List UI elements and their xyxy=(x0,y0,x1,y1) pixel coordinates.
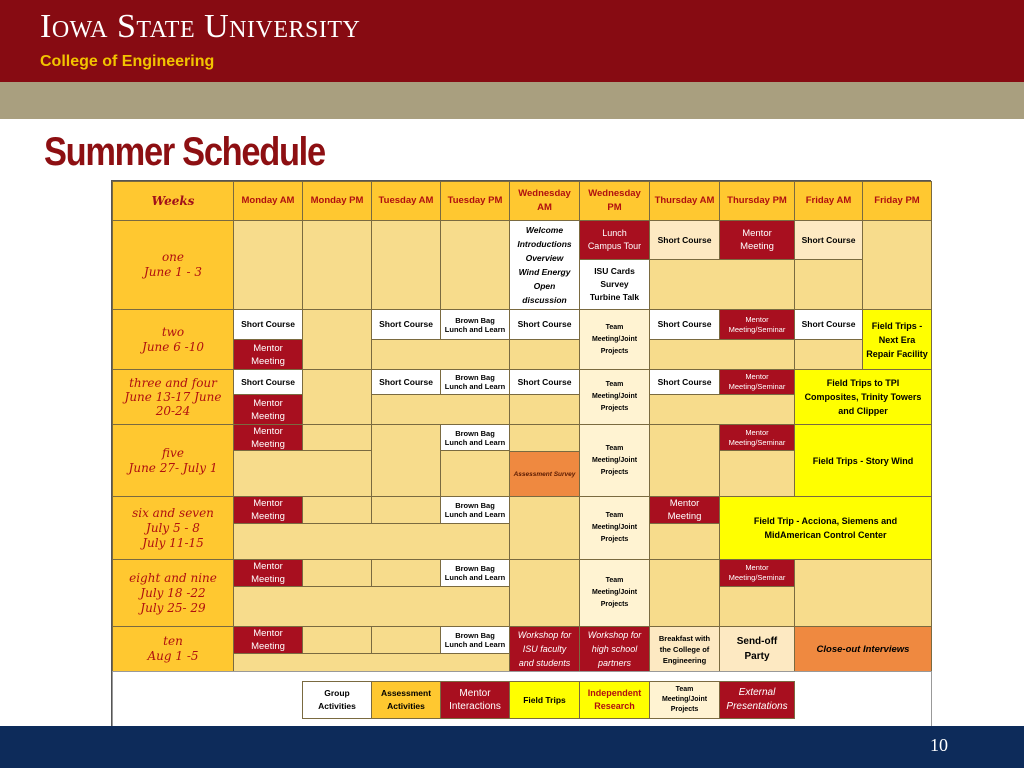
brown-bag-cell: Brown Bag Lunch and Learn xyxy=(440,496,510,524)
mentor-seminar-cell: Mentor Meeting/Seminar xyxy=(719,369,795,395)
footer-bar xyxy=(0,726,1024,768)
week-eight-nine-label: eight and nine July 18 -22 July 25- 29 xyxy=(112,559,234,627)
workshop-faculty-cell: Workshop for ISU faculty and students xyxy=(509,626,580,672)
cell-empty xyxy=(509,424,580,452)
week-six-seven-label: six and seven July 5 - 8 July 11-15 xyxy=(112,496,234,560)
legend-external-presentations: External Presentations xyxy=(719,681,795,719)
short-course-cell: Short Course xyxy=(233,369,303,395)
cell-empty xyxy=(509,559,580,627)
header-friday-am: Friday AM xyxy=(794,181,863,221)
header-wednesday-pm: Wednesday PM xyxy=(579,181,650,221)
tan-band xyxy=(0,82,1024,119)
cell-empty xyxy=(440,450,510,497)
mentor-meeting-cell: Mentor Meeting xyxy=(233,559,303,587)
cell-empty xyxy=(302,559,372,587)
header-thursday-pm: Thursday PM xyxy=(719,181,795,221)
cell-empty xyxy=(862,220,932,310)
cell-empty xyxy=(302,496,372,524)
week-two-label: two June 6 -10 xyxy=(112,309,234,370)
brown-bag-cell: Brown Bag Lunch and Learn xyxy=(440,369,510,395)
cell-empty xyxy=(371,394,510,425)
send-off-party-cell: Send-off Party xyxy=(719,626,795,672)
team-meeting-cell: Team Meeting/Joint Projects xyxy=(579,309,650,370)
assessment-survey-cell: Assessment Survey xyxy=(509,451,580,497)
mentor-meeting-cell: Mentor Meeting xyxy=(649,496,720,524)
brown-bag-cell: Brown Bag Lunch and Learn xyxy=(440,626,510,654)
slide-title: Summer Schedule xyxy=(44,130,325,174)
breakfast-cell: Breakfast with the College of Engineering xyxy=(649,626,720,672)
week-ten-label: ten Aug 1 -5 xyxy=(112,626,234,672)
cell-empty xyxy=(440,220,510,310)
lunch-tour-cell: Lunch Campus Tour xyxy=(579,220,650,260)
short-course-cell: Short Course xyxy=(649,220,720,260)
page-number: 10 xyxy=(930,735,948,755)
cell-empty xyxy=(371,424,441,497)
short-course-cell: Short Course xyxy=(371,309,441,340)
cell-empty xyxy=(371,339,510,370)
cell-empty xyxy=(649,559,720,627)
mentor-seminar-cell: Mentor Meeting/Seminar xyxy=(719,424,795,451)
schedule-table xyxy=(111,180,931,726)
cell-empty xyxy=(302,369,372,425)
cell-empty xyxy=(794,259,863,310)
field-trip-cell: Field Trips to TPI Composites, Trinity Towers and Clipper xyxy=(794,369,932,425)
mentor-seminar-cell: Mentor Meeting/Seminar xyxy=(719,309,795,340)
header-monday-am: Monday AM xyxy=(233,181,303,221)
header-friday-pm: Friday PM xyxy=(862,181,932,221)
team-meeting-cell: Team Meeting/Joint Projects xyxy=(579,559,650,627)
cell-empty xyxy=(233,653,510,672)
short-course-cell: Short Course xyxy=(509,309,580,340)
mentor-seminar-cell: Mentor Meeting/Seminar xyxy=(719,559,795,587)
header-weeks: Weeks xyxy=(112,181,234,221)
workshop-highschool-cell: Workshop for high school partners xyxy=(579,626,650,672)
cell-empty xyxy=(719,450,795,497)
short-course-cell: Short Course xyxy=(371,369,441,395)
legend-field-trips: Field Trips xyxy=(509,681,580,719)
short-course-cell: Short Course xyxy=(794,220,863,260)
cell-empty xyxy=(649,259,795,310)
cell-empty xyxy=(233,220,303,310)
brown-bag-cell: Brown Bag Lunch and Learn xyxy=(440,309,510,340)
team-meeting-cell: Team Meeting/Joint Projects xyxy=(579,424,650,497)
legend-independent-research: Independent Research xyxy=(579,681,650,719)
team-meeting-cell: Team Meeting/Joint Projects xyxy=(579,496,650,560)
college-name: College of Engineering xyxy=(40,53,215,70)
field-trip-cell: Field Trip - Acciona, Siemens and MidAmerican Control Center xyxy=(719,496,932,560)
cell-empty xyxy=(509,496,580,560)
cell-empty xyxy=(794,559,932,627)
cell-empty xyxy=(794,339,863,370)
close-out-cell: Close-out Interviews xyxy=(794,626,932,672)
week-one-label: one June 1 - 3 xyxy=(112,220,234,310)
mentor-meeting-cell: Mentor Meeting xyxy=(233,394,303,425)
cell-empty xyxy=(302,309,372,370)
university-name: Iowa State University xyxy=(40,8,361,45)
header-wednesday-am: Wednesday AM xyxy=(509,181,580,221)
cell-empty xyxy=(371,496,441,524)
short-course-cell: Short Course xyxy=(233,309,303,340)
brown-bag-cell: Brown Bag Lunch and Learn xyxy=(440,559,510,587)
header-monday-pm: Monday PM xyxy=(302,181,372,221)
cell-empty xyxy=(649,424,720,497)
cell-empty xyxy=(233,450,372,497)
mentor-meeting-cell: Mentor Meeting xyxy=(719,220,795,260)
cell-empty xyxy=(233,523,510,560)
header-tuesday-am: Tuesday AM xyxy=(371,181,441,221)
short-course-cell: Short Course xyxy=(649,369,720,395)
short-course-cell: Short Course xyxy=(649,309,720,340)
cell-empty xyxy=(371,626,441,654)
cell-empty xyxy=(302,220,372,310)
team-meeting-cell: Team Meeting/Joint Projects xyxy=(579,369,650,425)
header-tuesday-pm: Tuesday PM xyxy=(440,181,510,221)
legend-group-activities: Group Activities xyxy=(302,681,372,719)
cell-empty xyxy=(371,220,441,310)
cell-empty xyxy=(302,626,372,654)
field-trip-cell: Field Trips - Story Wind xyxy=(794,424,932,497)
short-course-cell: Short Course xyxy=(794,309,863,340)
mentor-meeting-cell: Mentor Meeting xyxy=(233,626,303,654)
header-thursday-am: Thursday AM xyxy=(649,181,720,221)
legend-team-meeting: Team Meeting/Joint Projects xyxy=(649,681,720,719)
cell-empty xyxy=(233,586,510,627)
cell-empty xyxy=(719,586,795,627)
mentor-meeting-cell: Mentor Meeting xyxy=(233,424,303,451)
cell-empty xyxy=(649,394,795,425)
cell-empty xyxy=(649,339,795,370)
cell-empty xyxy=(371,559,441,587)
short-course-cell: Short Course xyxy=(509,369,580,395)
week-three-four-label: three and four June 13-17 June 20-24 xyxy=(112,369,234,425)
cell-empty xyxy=(649,523,720,560)
week-five-label: five June 27- July 1 xyxy=(112,424,234,497)
welcome-cell: Welcome Introductions Overview Wind Energy Open discussion xyxy=(509,220,580,310)
cell-empty xyxy=(302,424,372,451)
legend-mentor-interactions: Mentor Interactions xyxy=(440,681,510,719)
field-trip-cell: Field Trips - Next Era Repair Facility xyxy=(862,309,932,370)
mentor-meeting-cell: Mentor Meeting xyxy=(233,339,303,370)
cell-empty xyxy=(509,339,580,370)
mentor-meeting-cell: Mentor Meeting xyxy=(233,496,303,524)
legend-assessment-activities: Assessment Activities xyxy=(371,681,441,719)
cell-empty xyxy=(509,394,580,425)
brown-bag-cell: Brown Bag Lunch and Learn xyxy=(440,424,510,451)
isu-cards-cell: ISU Cards Survey Turbine Talk xyxy=(579,259,650,310)
